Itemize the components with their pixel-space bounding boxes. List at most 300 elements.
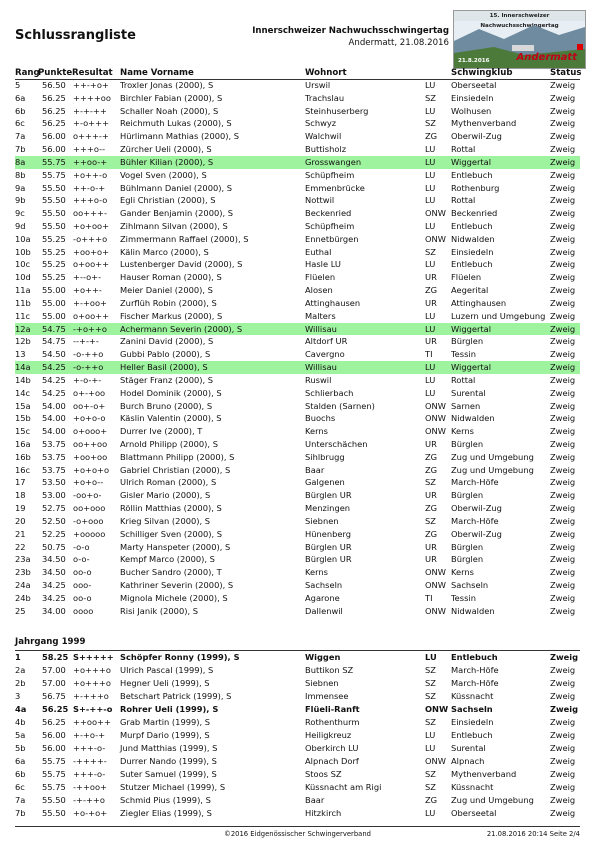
cell-place: Attinghausen — [305, 297, 361, 308]
cell-pts: 55.25 — [42, 259, 66, 270]
cell-res: oo+ooo — [73, 503, 106, 514]
cell-name: Kathriner Severin (2000), S — [120, 579, 234, 590]
cell-res: -++oo+ — [73, 782, 108, 792]
cell-rank: 23b — [15, 567, 31, 578]
logo-brand: Andermatt — [516, 52, 577, 63]
cell-status: Zweig — [550, 464, 576, 475]
cell-place: Küssnacht am Rigi — [305, 782, 382, 792]
cell-status: Zweig — [550, 349, 576, 360]
cell-canton: ONW — [425, 756, 446, 766]
cell-status: Zweig — [550, 567, 576, 578]
cell-club: Nidwalden — [451, 605, 495, 616]
cell-canton: SZ — [425, 678, 436, 688]
cell-club: Flüelen — [451, 272, 482, 283]
cell-place: Wiggen — [305, 652, 341, 662]
cell-canton: LU — [425, 221, 436, 232]
cell-pts: 56.00 — [42, 743, 66, 753]
cell-rank: 6c — [15, 782, 25, 792]
cell-rank: 6a — [15, 92, 26, 103]
cell-name: Grab Martin (1999), S — [120, 717, 211, 727]
cell-club: Entlebuch — [451, 259, 493, 270]
cell-club: Bürglen — [451, 554, 484, 565]
cell-rank: 19 — [15, 503, 26, 514]
cell-name: Schöpfer Ronny (1999), S — [120, 652, 240, 662]
cell-place: Alpnach Dorf — [305, 756, 359, 766]
table-row — [15, 105, 580, 118]
cell-canton: LU — [425, 374, 436, 385]
cell-club: Entlebuch — [451, 730, 493, 740]
cell-rank: 5 — [15, 80, 21, 90]
cell-canton: TI — [425, 592, 433, 603]
cell-status: Zweig — [550, 272, 576, 283]
cell-name: Ziegler Elias (1999), S — [120, 808, 212, 818]
cell-res: +o-+o+ — [73, 808, 108, 818]
table-row — [15, 207, 580, 220]
cell-status: Zweig — [550, 528, 576, 539]
cell-res: +o++-o — [73, 169, 108, 180]
cell-rank: 2b — [15, 678, 26, 688]
cell-pts: 53.75 — [42, 464, 66, 475]
cell-name: Röllin Matthias (2000), S — [120, 503, 222, 514]
cell-res: o+ooo+ — [73, 426, 108, 437]
cell-place: Grosswangen — [305, 156, 362, 167]
cell-res: --+-+- — [73, 336, 99, 347]
cell-status: Zweig — [550, 246, 576, 257]
cell-name: Fischer Markus (2000), S — [120, 310, 223, 321]
cell-res: +oo+o+ — [73, 246, 110, 257]
table-row — [15, 742, 580, 755]
cell-rank: 24b — [15, 592, 31, 603]
page-footer — [15, 830, 580, 842]
cell-place: Schwyz — [305, 118, 337, 129]
cell-pts: 34.25 — [42, 579, 66, 590]
cell-club: Mythenverband — [451, 769, 517, 779]
cell-status: Zweig — [550, 515, 576, 526]
table-row — [15, 117, 580, 130]
cell-place: Willisau — [305, 362, 337, 373]
cell-pts: 50.75 — [42, 541, 66, 552]
cell-place: Willisau — [305, 323, 337, 334]
cell-rank: 9c — [15, 208, 25, 219]
cell-name: Troxler Jonas (2000), S — [120, 80, 214, 90]
table-row — [15, 541, 580, 554]
cell-res: +o+++o — [73, 665, 111, 675]
cell-place: Immensee — [305, 691, 349, 701]
cell-place: Ruswil — [305, 374, 332, 385]
table-row — [15, 716, 580, 729]
cell-status: Zweig — [550, 285, 576, 296]
cell-pts: 56.50 — [42, 80, 66, 90]
cell-status: Zweig — [550, 310, 576, 321]
cell-res: ++++oo — [73, 92, 111, 103]
cell-club: Rottal — [451, 195, 476, 206]
cell-name: Ulrich Pascal (1999), S — [120, 665, 214, 675]
cell-pts: 55.75 — [42, 769, 66, 779]
cell-rank: 10c — [15, 259, 31, 270]
col-result: Resultat — [72, 68, 113, 78]
cell-club: Aegerital — [451, 285, 489, 296]
col-points: Punkte — [38, 68, 73, 78]
cell-res: +-+++o — [73, 691, 109, 701]
cell-club: Einsiedeln — [451, 92, 494, 103]
cell-canton: LU — [425, 182, 436, 193]
cell-name: Ulrich Roman (2000), S — [120, 477, 217, 488]
table-row — [15, 807, 580, 820]
cell-club: Wiggertal — [451, 156, 492, 167]
cell-rank: 9b — [15, 195, 26, 206]
cell-res: o+++-+ — [73, 131, 109, 142]
cell-res: +-+o-+ — [73, 730, 106, 740]
cell-status: Zweig — [550, 541, 576, 552]
cell-res: S+-++-o — [73, 704, 113, 714]
cell-name: Stäger Franz (2000), S — [120, 374, 214, 385]
cell-rank: 4a — [15, 704, 27, 714]
cell-canton: ONW — [425, 413, 446, 424]
table-row — [15, 323, 580, 336]
cell-status: Zweig — [550, 490, 576, 501]
cell-place: Cavergno — [305, 349, 345, 360]
cell-canton: ZG — [425, 528, 438, 539]
event-info — [252, 25, 449, 49]
cell-canton: SZ — [425, 769, 436, 779]
cell-pts: 55.50 — [42, 182, 66, 193]
table-row — [15, 297, 580, 310]
cell-pts: 56.00 — [42, 144, 66, 155]
cell-status: Zweig — [550, 400, 576, 411]
cell-res: -+o++o — [73, 323, 108, 334]
col-place: Wohnort — [305, 68, 347, 78]
cell-rank: 22 — [15, 541, 26, 552]
cell-canton: SZ — [425, 717, 436, 727]
cell-place: Beckenried — [305, 208, 352, 219]
cell-canton: LU — [425, 362, 436, 373]
cell-rank: 2a — [15, 665, 26, 675]
cell-pts: 55.50 — [42, 221, 66, 232]
cell-pts: 54.50 — [42, 349, 66, 360]
cell-pts: 53.75 — [42, 438, 66, 449]
cell-res: +o+oo+ — [73, 221, 110, 232]
cell-canton: UR — [425, 438, 437, 449]
cell-place: Baar — [305, 464, 325, 475]
cell-rank: 10d — [15, 272, 31, 283]
cell-pts: 55.00 — [42, 297, 66, 308]
cell-res: oo++oo — [73, 438, 108, 449]
cell-canton: ONW — [425, 208, 446, 219]
cell-status: Zweig — [550, 413, 576, 424]
cell-name: Birchler Fabian (2000), S — [120, 92, 223, 103]
cell-pts: 57.00 — [42, 665, 66, 675]
cell-pts: 55.00 — [42, 310, 66, 321]
cell-canton: ONW — [425, 579, 446, 590]
cell-name: Durrer Ive (2000), T — [120, 426, 203, 437]
table-row — [15, 156, 580, 169]
cell-name: Gisler Mario (2000), S — [120, 490, 211, 501]
cell-name: Betschart Patrick (1999), S — [120, 691, 232, 701]
cell-club: Wiggertal — [451, 323, 492, 334]
cell-res: +o+o-- — [73, 477, 104, 488]
cell-club: Wolhusen — [451, 105, 492, 116]
cell-name: Burch Bruno (2000), S — [120, 400, 213, 411]
cell-rank: 6c — [15, 118, 25, 129]
cell-status: Zweig — [550, 579, 576, 590]
cell-status: Zweig — [550, 169, 576, 180]
cell-club: March-Höfe — [451, 678, 499, 688]
event-logo — [453, 10, 586, 69]
table-row — [15, 566, 580, 579]
cell-club: Tessin — [451, 349, 476, 360]
cell-name: Murpf Dario (1999), S — [120, 730, 210, 740]
cell-status: Zweig — [550, 80, 576, 90]
cell-rank: 14b — [15, 374, 31, 385]
cell-status: Zweig — [550, 118, 576, 129]
cell-club: Bürglen — [451, 541, 484, 552]
cell-status: Zweig — [550, 105, 576, 116]
cell-canton: UR — [425, 490, 437, 501]
cell-pts: 56.75 — [42, 691, 66, 701]
event-name: Innerschweizer Nachwuchsschwingertag — [252, 26, 449, 36]
cell-canton: LU — [425, 652, 437, 662]
cell-name: Suter Samuel (1999), S — [120, 769, 217, 779]
cell-res: +oo+oo — [73, 451, 108, 462]
cell-name: Käslin Valentin (2000), S — [120, 413, 222, 424]
table-row — [15, 182, 580, 195]
cell-name: Meier Daniel (2000), S — [120, 285, 213, 296]
table-row — [15, 690, 580, 703]
cell-place: Stoos SZ — [305, 769, 342, 779]
cell-club: Sachseln — [451, 704, 493, 714]
col-status: Status — [550, 68, 582, 78]
cell-name: Gander Benjamin (2000), S — [120, 208, 234, 219]
cell-status: Zweig — [550, 743, 576, 753]
cell-rank: 20 — [15, 515, 26, 526]
cell-club: Mythenverband — [451, 118, 517, 129]
col-rank: Rang — [15, 68, 40, 78]
cell-name: Achermann Severin (2000), S — [120, 323, 243, 334]
cell-name: Rohrer Ueli (1999), S — [120, 704, 219, 714]
cell-pts: 34.50 — [42, 567, 66, 578]
cell-status: Zweig — [550, 233, 576, 244]
cell-rank: 6a — [15, 756, 26, 766]
cell-name: Schaller Noah (2000), S — [120, 105, 219, 116]
cell-club: Rottal — [451, 144, 476, 155]
cell-club: Attinghausen — [451, 297, 507, 308]
cell-club: March-Höfe — [451, 665, 499, 675]
footer-page: 21.08.2016 20:14 Seite 2/4 — [486, 830, 580, 838]
cell-res: +-+-++ — [73, 105, 107, 116]
cell-pts: 54.00 — [42, 413, 66, 424]
cell-rank: 14c — [15, 387, 31, 398]
cell-rank: 24a — [15, 579, 31, 590]
cell-place: Bürglen UR — [305, 490, 352, 501]
cell-name: Egli Christian (2000), S — [120, 195, 216, 206]
cell-name: Arnold Philipp (2000), S — [120, 438, 218, 449]
cell-rank: 3 — [15, 691, 21, 701]
cell-club: Zug und Umgebung — [451, 451, 534, 462]
cell-status: Zweig — [550, 592, 576, 603]
table-row — [15, 464, 580, 477]
cell-club: Kerns — [451, 426, 474, 437]
cell-club: Sachseln — [451, 579, 489, 590]
cell-rank: 16c — [15, 464, 31, 475]
cell-res: o+oo++ — [73, 259, 110, 270]
cell-canton: UR — [425, 554, 437, 565]
cell-canton: LU — [425, 323, 436, 334]
cell-rank: 9a — [15, 182, 26, 193]
cell-rank: 7b — [15, 144, 26, 155]
cell-name: Zurflüh Robin (2000), S — [120, 297, 217, 308]
cell-rank: 14a — [15, 362, 31, 373]
cell-place: Trachslau — [305, 92, 345, 103]
cell-pts: 54.25 — [42, 387, 66, 398]
cell-rank: 21 — [15, 528, 26, 539]
cell-res: ++-+o+ — [73, 80, 109, 90]
cell-status: Zweig — [550, 297, 576, 308]
table-row — [15, 781, 580, 794]
cell-place: Buttisholz — [305, 144, 347, 155]
cell-pts: 56.25 — [42, 105, 66, 116]
cell-canton: LU — [425, 259, 436, 270]
cell-pts: 55.75 — [42, 169, 66, 180]
cell-res: ++oo-+ — [73, 156, 108, 167]
table-row — [15, 92, 580, 105]
cell-pts: 54.00 — [42, 400, 66, 411]
cell-status: Zweig — [550, 605, 576, 616]
cell-pts: 55.25 — [42, 233, 66, 244]
cell-res: -++++- — [73, 756, 107, 766]
cell-club: Küssnacht — [451, 782, 494, 792]
table-row — [15, 528, 580, 541]
cell-pts: 56.25 — [42, 717, 66, 727]
cell-name: Krieg Silvan (2000), S — [120, 515, 211, 526]
cell-rank: 1 — [15, 652, 21, 662]
cell-res: -+-++o — [73, 795, 105, 805]
cell-status: Zweig — [550, 323, 576, 334]
cell-pts: 55.75 — [42, 756, 66, 766]
cell-name: Zihlmann Silvan (2000), S — [120, 221, 228, 232]
cell-res: S+++++ — [73, 652, 114, 662]
cell-canton: TI — [425, 349, 433, 360]
cell-place: Stalden (Sarnen) — [305, 400, 375, 411]
col-name: Name Vorname — [120, 68, 194, 78]
cell-canton: UR — [425, 297, 437, 308]
cell-name: Kempf Marco (2000), S — [120, 554, 215, 565]
cell-status: Zweig — [550, 221, 576, 232]
cell-club: Rottal — [451, 374, 476, 385]
cell-place: Hünenberg — [305, 528, 352, 539]
cell-status: Zweig — [550, 336, 576, 347]
cell-canton: LU — [425, 169, 436, 180]
page-title: Schlussrangliste — [15, 28, 136, 43]
table-row — [15, 768, 580, 781]
cell-res: +++o-- — [73, 144, 106, 155]
cell-club: Einsiedeln — [451, 246, 494, 257]
cell-name: Marty Hanspeter (2000), S — [120, 541, 231, 552]
cell-pts: 53.00 — [42, 490, 66, 501]
cell-status: Zweig — [550, 808, 576, 818]
cell-pts: 55.50 — [42, 208, 66, 219]
cell-res: -o+ooo — [73, 515, 104, 526]
table-row — [15, 284, 580, 297]
cell-rank: 18 — [15, 490, 26, 501]
cell-name: Kälin Marco (2000), S — [120, 246, 209, 257]
cell-rank: 13 — [15, 349, 26, 360]
cell-status: Zweig — [550, 451, 576, 462]
cell-canton: ZG — [425, 464, 438, 475]
cell-pts: 54.25 — [42, 374, 66, 385]
cell-rank: 7a — [15, 131, 26, 142]
table-row — [15, 425, 580, 438]
cell-place: Flüeli-Ranft — [305, 704, 360, 714]
cell-status: Zweig — [550, 387, 576, 398]
cell-club: Alpnach — [451, 756, 485, 766]
cell-club: Einsiedeln — [451, 717, 494, 727]
cell-place: Kerns — [305, 426, 328, 437]
table-row — [15, 794, 580, 807]
cell-status: Zweig — [550, 691, 576, 701]
cell-status: Zweig — [550, 503, 576, 514]
cell-rank: 10b — [15, 246, 31, 257]
cell-place: Schüpfheim — [305, 169, 355, 180]
cell-place: Emmenbrücke — [305, 182, 365, 193]
cell-status: Zweig — [550, 756, 576, 766]
cell-pts: 52.25 — [42, 528, 66, 539]
cell-rank: 16a — [15, 438, 31, 449]
cell-club: Nidwalden — [451, 413, 495, 424]
cell-canton: LU — [425, 144, 436, 155]
cell-rank: 12a — [15, 323, 31, 334]
cell-club: Sarnen — [451, 400, 481, 411]
table-row — [15, 664, 580, 677]
table-row — [15, 677, 580, 690]
cell-canton: UR — [425, 336, 437, 347]
cell-pts: 55.50 — [42, 195, 66, 206]
table-row — [15, 143, 580, 156]
cell-club: Beckenried — [451, 208, 498, 219]
cell-res: +-o-+- — [73, 374, 102, 385]
cell-name: Gubbi Pablo (2000), S — [120, 349, 211, 360]
table-row — [15, 651, 580, 664]
cell-canton: SZ — [425, 515, 436, 526]
cell-place: Galgenen — [305, 477, 345, 488]
cell-place: Heiligkreuz — [305, 730, 352, 740]
cell-status: Zweig — [550, 704, 579, 714]
cell-canton: LU — [425, 156, 436, 167]
table-row — [15, 412, 580, 425]
cell-club: Oberseetal — [451, 808, 497, 818]
cell-pts: 57.00 — [42, 678, 66, 688]
cell-pts: 56.25 — [42, 92, 66, 103]
cell-place: Unterschächen — [305, 438, 368, 449]
cell-status: Zweig — [550, 259, 576, 270]
table-row — [15, 605, 580, 618]
cell-status: Zweig — [550, 426, 576, 437]
cell-canton: ZG — [425, 503, 438, 514]
cell-res: -o-++o — [73, 362, 104, 373]
table-row — [15, 515, 580, 528]
cell-res: +o+o+o — [73, 464, 110, 475]
cell-pts: 55.75 — [42, 156, 66, 167]
cell-canton: LU — [425, 730, 436, 740]
logo-title: 15. Innerschweizer Nachwuchsschwingertag — [454, 11, 585, 21]
cell-place: Dallenwil — [305, 605, 343, 616]
cell-status: Zweig — [550, 182, 576, 193]
cell-place: Agarone — [305, 592, 340, 603]
cell-rank: 15c — [15, 426, 31, 437]
cell-pts: 34.25 — [42, 592, 66, 603]
table-row — [15, 335, 580, 348]
cell-res: o+-+oo — [73, 387, 106, 398]
event-place-date: Andermatt, 21.08.2016 — [348, 38, 449, 48]
